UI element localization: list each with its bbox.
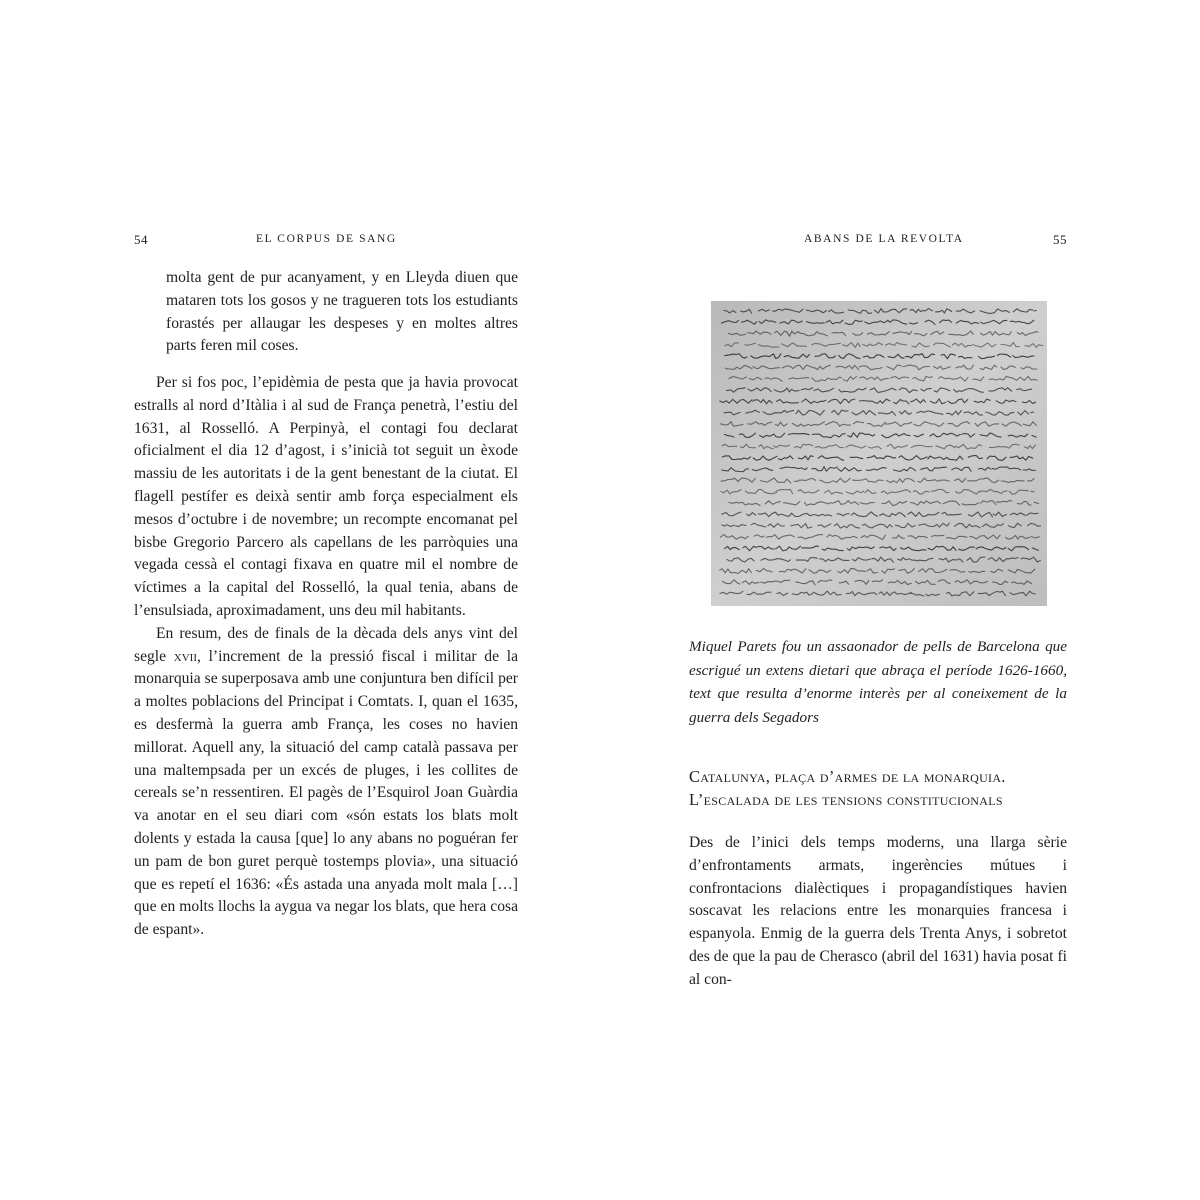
paragraph (134, 623, 518, 942)
section-heading-line: L’escalada de les tensions constitucionals (689, 790, 1003, 809)
section-heading (689, 765, 1089, 811)
page-number: 54 (134, 232, 148, 247)
block-quote: molta gent de pur acanyament, y en Lleyda diuen que mataren tots los gosos y ne tragueren tots los estudiants forastés per allaugar les despeses y en moltes altres parts feren mil coses. (166, 269, 518, 355)
running-head: EL CORPUS DE SANG (256, 233, 397, 245)
century-numeral: xvii (173, 647, 197, 665)
manuscript-handwriting (711, 301, 1047, 606)
manuscript-image (711, 301, 1047, 606)
paragraph: Per si fos poc, l’epidèmia de pesta que ja havia provocat estralls al nord d’Itàlia i al sud de França penetrà, l’estiu del 1631, al Rosselló. A Perpinyà, el contagi fou declarat oficialment el dia 12 d’agost, i s’inicià tot seguit un èxode massiu de les autoritats i de la gent benestant de la ciutat. El flagell pestífer es deixà sentir amb força especialment els mesos d’octubre i de novembre; un recompte encomanat pel bisbe Gregorio Parcero als capellans de les parròquies una vegada cessà el contagi fixava en quatre mil el nombre de víctimes a la capital del Rosselló, la qual tenia, abans de l’ensulsiada, aproximadament, uns deu mil habitants. (134, 374, 518, 619)
body-text: Des de l’inici dels temps moderns, una llarga sèrie d’enfrontaments armats, ingerències mútues i confrontacions dialèctiques i propagandístiques havien soscavat les relacions entre les monarquies francesa i espanyola. Enmig de la guerra dels Trenta Anys, i sobretot des de que la pau de Cherasco (abril del 1631) havia posat fi al con- (689, 834, 1067, 988)
paragraph-text: , l’increment de la pressió fiscal i militar de la monarquia se superposava amb une conjuntura ben difícil per a moltes poblacions del Principat i Comtats. I, quan el 1635, es desfermà la guerra amb França, les coses no havien millorat. Aquell any, la situació del camp català passava per una maltempsada per un excés de pluges, i les collites de cereals se’n ressentiren. El pagès de l’Esquirol Joan Guàrdia va anotar en el seu diari com «són estats los blats molt dolents y estada la causa [que] lo any abans no poguéran fer un pam de bon guret perquè tostemps plovia», una situació que es repetí el 1636: «És astada una anyada molt mala […] que en molts llochs la aygua va negar los blats, que hera cosa de espant». (134, 647, 518, 939)
image-caption: Miquel Parets fou un assaonador de pells de Barcelona que escrigué un extens dietari que abraça el període 1626-1660, text que resulta d’enorme interès per al coneixement de la guerra dels Segadors (689, 638, 1067, 726)
page-number: 55 (1053, 232, 1067, 247)
running-head: ABANS DE LA REVOLTA (804, 233, 964, 245)
body-text (134, 372, 518, 942)
right-page (600, 0, 1200, 1200)
section-heading-line: Catalunya, plaça d’armes de la monarquia. (689, 767, 1006, 786)
paragraph-text: En resum, des de finals de la dècada dels anys vint del segle (134, 624, 518, 665)
